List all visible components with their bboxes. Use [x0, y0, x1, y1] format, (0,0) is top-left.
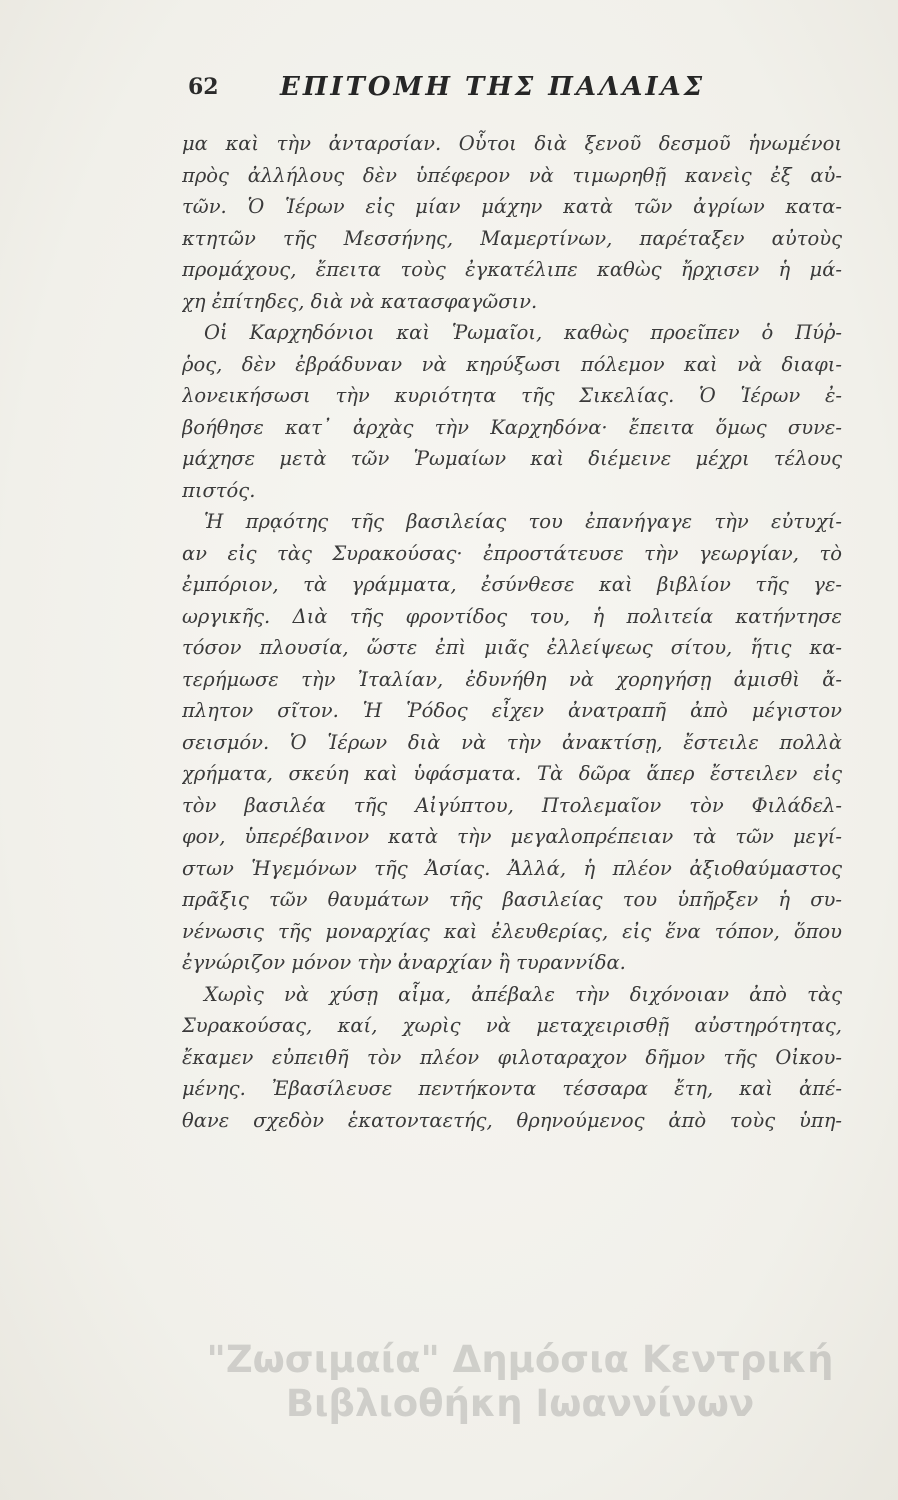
library-watermark-line-2: Βιβλιοθήκη Ιωαννίνων — [285, 1382, 755, 1425]
text-line: θανε σχεδὸν ἑκατονταετής, θρηνούμενος ἀπὸ τοὺς ὑπη- — [182, 1108, 842, 1132]
text-line: σεισμόν. Ὁ Ἱέρων διὰ νὰ τὴν ἀνακτίσῃ, ἔστειλε πολλὰ — [182, 730, 842, 754]
running-head: ΕΠΙΤΟΜΗ ΤΗΣ ΠΑΛΑΙΑΣ — [280, 72, 706, 102]
text-line: λονεικήσωσι τὴν κυριότητα τῆς Σικελίας. Ὁ Ἱέρων ἐ- — [182, 384, 842, 407]
text-line: πρᾶξις τῶν θαυμάτων τῆς βασιλείας του ὑπῆρξεν ἡ συ- — [182, 888, 842, 911]
library-watermark-line-1: "Ζωσιμαία" Δημόσια Κεντρική — [206, 1338, 834, 1381]
text-line: στων Ἡγεμόνων τῆς Ἀσίας. Ἀλλά, ἡ πλέον ἀξιοθαύμαστος — [182, 856, 842, 880]
text-line: χρήματα, σκεύη καὶ ὑφάσματα. Τὰ δῶρα ἅπερ ἔστειλεν εἰς — [182, 762, 842, 785]
text-line: Συρακούσας, καί, χωρὶς νὰ μεταχειρισθῇ αὐστηρότητας, — [182, 1014, 842, 1037]
text-line: μάχησε μετὰ τῶν Ῥωμαίων καὶ διέμεινε μέχρι τέλους — [182, 447, 842, 470]
text-line: πιστός. — [182, 478, 256, 502]
text-line: χη ἐπίτηδες, διὰ νὰ κατασφαγῶσιν. — [182, 289, 538, 313]
text-line: ῥος, δὲν ἐβράδυναν νὰ κηρύξωσι πόλεμον καὶ νὰ διαφι- — [182, 352, 842, 376]
text-line: τῶν. Ὁ Ἱέρων εἰς μίαν μάχην κατὰ τῶν ἀγρίων κατα- — [182, 195, 842, 218]
paragraph-start-line: Οἱ Καρχηδόνιοι καὶ Ῥωμαῖοι, καθὼς προεῖπεν ὁ Πύῤ- — [204, 321, 842, 344]
paragraph-start-line: Ἡ πρᾳότης τῆς βασιλείας του ἐπανήγαγε τὴν εὐτυχί- — [204, 510, 842, 533]
page-header — [188, 72, 748, 108]
text-line: αν εἰς τὰς Συρακούσας· ἐπροστάτευσε τὴν γεωργίαν, τὸ — [182, 541, 842, 565]
text-line: ἔκαμεν εὐπειθῆ τὸν πλέον φιλοταραχον δῆμον τῆς Οἰκου- — [182, 1045, 842, 1069]
text-line: μα καὶ τὴν ἀνταρσίαν. Οὗτοι διὰ ξενοῦ δεσμοῦ ἡνωμένοι — [182, 132, 842, 155]
text-line: προμάχους, ἔπειτα τοὺς ἐγκατέλιπε καθὼς ἤρχισεν ἡ μά- — [182, 258, 842, 281]
paragraph-start-line: Χωρὶς νὰ χύσῃ αἷμα, ἀπέβαλε τὴν διχόνοιαν ἀπὸ τὰς — [204, 982, 842, 1006]
text-line: τὸν βασιλέα τῆς Αἰγύπτου, Πτολεμαῖον τὸν Φιλάδελ- — [182, 793, 842, 817]
text-line: κτητῶν τῆς Μεσσήνης, Μαμερτίνων, παρέταξεν αὐτοὺς — [182, 226, 842, 250]
text-line: πλητον σῖτον. Ἡ Ῥόδος εἶχεν ἀνατραπῆ ἀπὸ μέγιστον — [182, 699, 842, 722]
text-line: ἐμπόριον, τὰ γράμματα, ἐσύνθεσε καὶ βιβλίον τῆς γε- — [182, 573, 842, 596]
text-line: ωργικῆς. Διὰ τῆς φροντίδος του, ἡ πολιτεία κατήντησε — [182, 604, 842, 628]
text-line: ἐγνώριζον μόνον τὴν ἀναρχίαν ἢ τυραννίδα. — [182, 951, 626, 974]
text-line: βοήθησε κατ᾽ ἀρχὰς τὴν Καρχηδόνα· ἔπειτα ὅμως συνε- — [182, 415, 842, 439]
text-line: τερήμωσε τὴν Ἰταλίαν, ἐδυνήθη νὰ χορηγήσῃ ἀμισθὶ ἄ- — [182, 667, 842, 691]
text-line: φον, ὑπερέβαινον κατὰ τὴν μεγαλοπρέπειαν τὰ τῶν μεγί- — [182, 825, 842, 848]
text-line: νένωσις τῆς μοναρχίας καὶ ἐλευθερίας, εἰς ἕνα τόπον, ὅπου — [182, 919, 842, 943]
text-line: μένης. Ἐβασίλευσε πεντήκοντα τέσσαρα ἔτη, καὶ ἀπέ- — [182, 1077, 842, 1100]
page-number: 62 — [188, 74, 219, 100]
text-line: πρὸς ἀλλήλους δὲν ὑπέφερον νὰ τιμωρηθῇ κανεὶς ἐξ αὐ- — [182, 163, 842, 187]
body-text — [182, 128, 842, 1136]
text-line: τόσον πλουσία, ὥστε ἐπὶ μιᾶς ἐλλείψεως σίτου, ἥτις κα- — [182, 636, 842, 659]
